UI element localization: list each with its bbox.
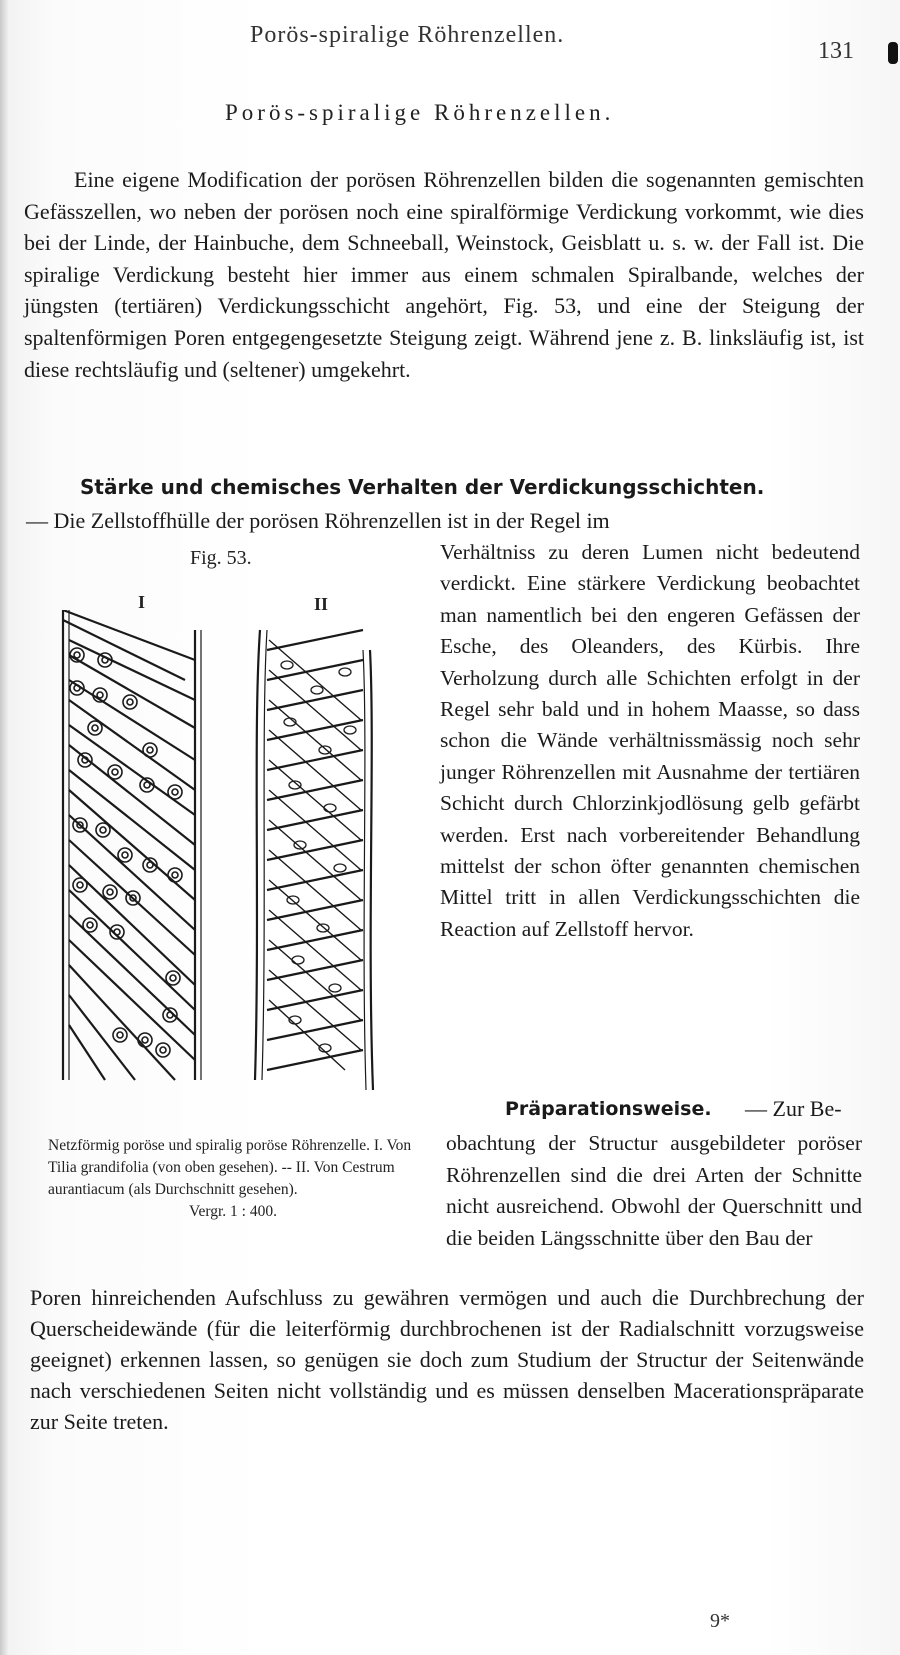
figure-caption-text: Netzförmig poröse und spiralig poröse Röhrenzelle. I. Von Tilia grandifolia (von oben gesehen). -- II. Von Cestrum aurantiacum (als Durchschnitt gesehen). (48, 1137, 412, 1198)
figure-53-illustration (55, 610, 395, 1110)
thickness-first-line: — Die Zellstoffhülle der porösen Röhrenzellen ist in der Regel im (26, 508, 610, 533)
section-title: Porös-spiralige Röhrenzellen. (225, 100, 615, 125)
preparation-lead: — Zur Be- (745, 1096, 842, 1121)
preparation-full-width: Poren hinreichenden Aufschluss zu gewähren vermögen und auch die Durchbrechung der Querscheidewände (für die leiterförmig durchbrochenen ist der Radialschnitt vorzugsweise geeignet) erkennen lassen, so genügen sie doch zum Studium der Structur der Seitenwände nach verschiedenen Seiten nicht vollständig und es müssen denselben Macerationspräparate zur Seite treten. (30, 1285, 864, 1434)
figure-part-i-tilia (63, 610, 201, 1080)
page-spine-shadow (0, 0, 8, 1655)
page-number: 131 (818, 38, 854, 64)
figure-part-ii-label: II (314, 594, 329, 614)
margin-mark (888, 42, 898, 64)
thickness-right-column: Verhältniss zu deren Lumen nicht bedeutend verdickt. Eine stärkere Verdickung beobachtet man namentlich bei den engeren Gefässen der Esche, des Oleanders, des Kürbis. Ihre Verholzung durch alle Schichten erfolgt in der Regel sehr bald und in hohem Maasse, so dass schon die Wände verhältnissmässig noch sehr junger Röhrenzellen mit Ausnahme der tertiären Schicht durch Chlorzinkjodlösung gelb gefärbt werden. Erst nach vorbereitender Behandlung mittelst der schon öfter genannten chemischen Mittel tritt in allen Verdickungsschichten die Reaction auf Zellstoff hervor. (440, 540, 860, 941)
subsection-heading-thickness: Stärke und chemisches Verhalten der Verdickungsschichten. (80, 475, 765, 499)
paragraph-text: Eine eigene Modification der porösen Röhrenzellen bilden die sogenannten gemischten Gefässzellen, wo neben der porösen noch eine spiralförmige Verdickung vorkommt, wie dies bei der Linde, der Hainbuche, dem Schneeball, Weinstock, Geisblatt u. s. w. der Fall ist. Die spiralige Verdickung besteht hier immer aus einem schmalen Spiralbande, welches der jüngsten (tertiären) Verdickungsschicht angehört, Fig. 53, und eine der Steigung der spaltenförmigen Poren entgegengesetzte Steigung zeigt. Während jene z. B. linksläufig ist, ist diese rechtsläufig und (seltener) umgekehrt. (24, 167, 864, 382)
figure-part-i-label: I (138, 592, 146, 612)
paragraph-mixed-vessel-cells (24, 164, 864, 385)
preparation-right-column: obachtung der Structur ausgebildeter poröser Röhrenzellen sind die drei Arten der Schnitte nicht ausreichend. Obwohl der Querschnitt und die beiden Längsschnitte über den Bau der (446, 1131, 862, 1250)
figure-magnification: Vergr. 1 : 400. (189, 1203, 277, 1220)
running-head: Porös-spiralige Röhrenzellen. (250, 22, 565, 48)
subsection-heading-preparation: Präparationsweise. (505, 1098, 712, 1120)
figure-part-ii-cestrum (255, 630, 373, 1090)
figure-label: Fig. 53. (190, 547, 252, 569)
signature-mark: 9* (710, 1610, 730, 1632)
figure-caption (48, 1135, 418, 1223)
